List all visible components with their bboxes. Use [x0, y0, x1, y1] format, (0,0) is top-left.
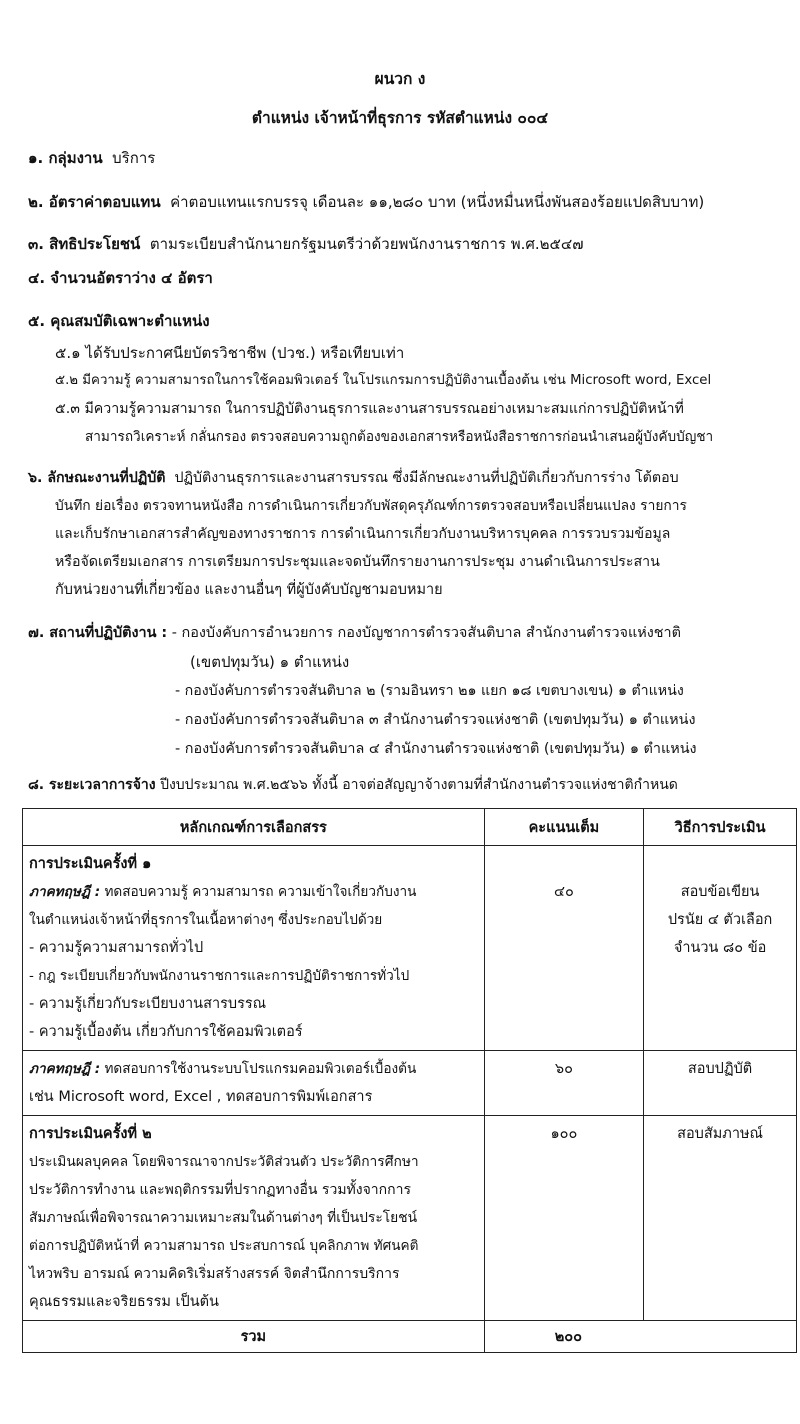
row3-line5: ไหวพริบ อารมณ์ ความคิดริเริ่มสร้างสรรค์ จิตสำนึกการบริการ: [29, 1266, 400, 1282]
item-1-label: ๑. กลุ่มงาน: [28, 149, 103, 167]
item-6-label: ๖. ลักษณะงานที่ปฏิบัติ: [28, 470, 166, 486]
annex-title: ผนวก ง: [374, 70, 426, 88]
row2-method: สอบปฏิบัติ: [687, 1061, 753, 1077]
row1-score-cell: [484, 846, 643, 1051]
item-3: [28, 234, 584, 254]
row1-bullet2: - กฎ ระเบียบเกี่ยวกับพนักงานราชการและการปฏิบัติราชการทั่วไป: [29, 968, 410, 984]
row3-line6: คุณธรรมและจริยธรรม เป็นต้น: [29, 1294, 219, 1310]
row2-score-cell: [484, 1051, 643, 1116]
item-6-text1: ปฏิบัติงานธุรการและงานสารบรรณ ซึ่งมีลักษณะงานที่ปฏิบัติเกี่ยวกับการร่าง โต้ตอบ: [174, 470, 679, 486]
table-row: [23, 1116, 797, 1321]
header-full-score: คะแนนเต็ม: [484, 809, 643, 846]
item-6-line1: [28, 468, 679, 488]
item-8: [28, 775, 678, 795]
row1-bullet3: - ความรู้เกี่ยวกับระเบียบงานสารบรรณ: [29, 996, 267, 1012]
header-method: วิธีการประเมิน: [644, 809, 797, 846]
row3-method-cell: [644, 1116, 797, 1321]
item-5-2: ๕.๒ มีความรู้ ความสามารถในการใช้คอมพิวเตอร์ ในโปรแกรมการปฏิบัติงานเบื้องต้น เช่น Microsoft word, Excel: [55, 373, 712, 388]
row3-line2: ประวัติการทำงาน และพฤติกรรมที่ปรากฏทางอื่น รวมทั้งจากการ: [29, 1182, 412, 1198]
item-5-3-line2: สามารถวิเคราะห์ กลั่นกรอง ตรวจสอบความถูกต้องของเอกสารหรือหนังสือราชการก่อนนำเสนอผู้บังคับบัญชา: [85, 429, 714, 445]
header-criteria: หลักเกณฑ์การเลือกสรร: [23, 809, 485, 846]
row3-score: ๑๐๐: [550, 1126, 578, 1142]
row1-score: ๔๐: [554, 884, 574, 900]
row1-sub-label: ภาคทฤษฎี :: [29, 884, 101, 900]
row3-line1: ประเมินผลบุคคล โดยพิจารณาจากประวัติส่วนตัว ประวัติการศึกษา: [29, 1154, 419, 1170]
item-5-3-line1: ๕.๓ มีความรู้ความสามารถ ในการปฏิบัติงานธุรการและงานสารบรรณอย่างเหมาะสมแก่การปฏิบัติหน้าที่: [55, 401, 684, 417]
row1-heading: การประเมินครั้งที่ ๑: [29, 856, 152, 872]
row2-score: ๖๐: [554, 1061, 573, 1077]
total-label: รวม: [23, 1321, 485, 1353]
row2-method-cell: [644, 1051, 797, 1116]
table-header-row: [23, 809, 797, 846]
row1-line2: ในตำแหน่งเจ้าหน้าที่ธุรการในเนื้อหาต่างๆ ซึ่งประกอบไปด้วย: [29, 912, 383, 928]
table-total-row: [23, 1321, 797, 1353]
row1-bullet1: - ความรู้ความสามารถทั่วไป: [29, 940, 204, 956]
row3-method: สอบสัมภาษณ์: [677, 1126, 764, 1142]
item-7-place1-cont: (เขตปทุมวัน) ๑ ตำแหน่ง: [190, 653, 350, 671]
row1-method3: จำนวน ๘๐ ข้อ: [673, 940, 767, 956]
criteria-table: [22, 808, 797, 1353]
item-3-label: ๓. สิทธิประโยชน์: [28, 235, 141, 253]
row2-line2: เช่น Microsoft word, Excel , ทดสอบการพิมพ์เอกสาร: [29, 1089, 373, 1105]
table-row: [23, 1051, 797, 1116]
item-6-line2: บันทึก ย่อเรื่อง ตรวจทานหนังสือ การดำเนินการเกี่ยวกับพัสดุครุภัณฑ์การตรวจสอบหรือเปลี่ยนแปลง รายการ: [55, 498, 687, 514]
item-7-label: ๗. สถานที่ปฏิบัติงาน :: [28, 625, 168, 641]
item-6-line5: กับหน่วยงานที่เกี่ยวข้อง และงานอื่นๆ ที่ผู้บังคับบัญชามอบหมาย: [55, 582, 443, 598]
item-6-line3: และเก็บรักษาเอกสารสำคัญของทางราชการ การดำเนินการเกี่ยวกับงานบริหารบุคคล การรวบรวมข้อมูล: [55, 526, 671, 542]
row1-sub-text: ทดสอบความรู้ ความสามารถ ความเข้าใจเกี่ยวกับงาน: [104, 884, 417, 900]
row1-method1: สอบข้อเขียน: [680, 884, 760, 900]
item-8-value: ปีงบประมาณ พ.ศ.๒๕๖๖ ทั้งนี้ อาจต่อสัญญาจ้างตามที่สำนักงานตำรวจแห่งชาติกำหนด: [160, 777, 678, 793]
table-row: [23, 846, 797, 1051]
row3-heading: การประเมินครั้งที่ ๒: [29, 1126, 152, 1142]
item-7-place2: - กองบังคับการตำรวจสันติบาล ๒ (รามอินทรา ๒๑ แยก ๑๘ เขตบางเขน) ๑ ตำแหน่ง: [175, 683, 684, 699]
row2-criteria: [23, 1051, 485, 1116]
row3-score-cell: [484, 1116, 643, 1321]
item-5-1: ๕.๑ ได้รับประกาศนียบัตรวิชาชีพ (ปวช.) หรือเทียบเท่า: [55, 344, 405, 362]
item-2: [28, 192, 704, 212]
row1-method-cell: [644, 846, 797, 1051]
item-2-label: ๒. อัตราค่าตอบแทน: [28, 193, 161, 211]
item-6-line4: หรือจัดเตรียมเอกสาร การเตรียมการประชุมและจดบันทึกรายงานการประชุม งานดำเนินการประสาน: [55, 554, 660, 570]
row1-method2: ปรนัย ๔ ตัวเลือก: [667, 912, 773, 928]
item-8-label: ๘. ระยะเวลาการจ้าง: [28, 777, 156, 793]
total-score: ๒๐๐: [484, 1321, 796, 1353]
position-title: ตำแหน่ง เจ้าหน้าที่ธุรการ รหัสตำแหน่ง ๐๐๔: [251, 109, 549, 127]
item-7-place3: - กองบังคับการตำรวจสันติบาล ๓ สำนักงานตำรวจแห่งชาติ (เขตปทุมวัน) ๑ ตำแหน่ง: [175, 712, 696, 728]
item-1: [28, 148, 155, 168]
row1-line1: [29, 878, 478, 906]
item-7-place4: - กองบังคับการตำรวจสันติบาล ๔ สำนักงานตำรวจแห่งชาติ (เขตปทุมวัน) ๑ ตำแหน่ง: [175, 741, 697, 757]
item-7-line1: [28, 623, 681, 643]
row2-sub-label: ภาคทฤษฎี :: [29, 1061, 101, 1077]
row3-line4: ต่อการปฏิบัติหน้าที่ ความสามารถ ประสบการณ์ บุคลิกภาพ ทัศนคติ: [29, 1238, 419, 1254]
item-1-value: บริการ: [112, 149, 156, 167]
item-4: ๔. จำนวนอัตราว่าง ๔ อัตรา: [28, 269, 213, 287]
row1-bullet4: - ความรู้เบื้องต้น เกี่ยวกับการใช้คอมพิวเตอร์: [29, 1024, 303, 1040]
item-3-value: ตามระเบียบสำนักนายกรัฐมนตรีว่าด้วยพนักงานราชการ พ.ศ.๒๕๔๗: [149, 235, 584, 253]
row3-criteria: [23, 1116, 485, 1321]
item-2-value: ค่าตอบแทนแรกบรรจุ เดือนละ ๑๑,๒๘๐ บาท (หนึ่งหมื่นหนึ่งพันสองร้อยแปดสิบบาท): [170, 193, 705, 211]
row3-line3: สัมภาษณ์เพื่อพิจารณาความเหมาะสมในด้านต่างๆ ที่เป็นประโยชน์: [29, 1210, 418, 1226]
item-7-place1: - กองบังคับการอำนวยการ กองบัญชาการตำรวจสันติบาล สำนักงานตำรวจแห่งชาติ: [171, 625, 681, 641]
row1-criteria: [23, 846, 485, 1051]
item-5-label: ๕. คุณสมบัติเฉพาะตำแหน่ง: [28, 312, 210, 330]
row2-sub-text: ทดสอบการใช้งานระบบโปรแกรมคอมพิวเตอร์เบื้องต้น: [104, 1061, 417, 1077]
row2-line1: [29, 1055, 478, 1083]
